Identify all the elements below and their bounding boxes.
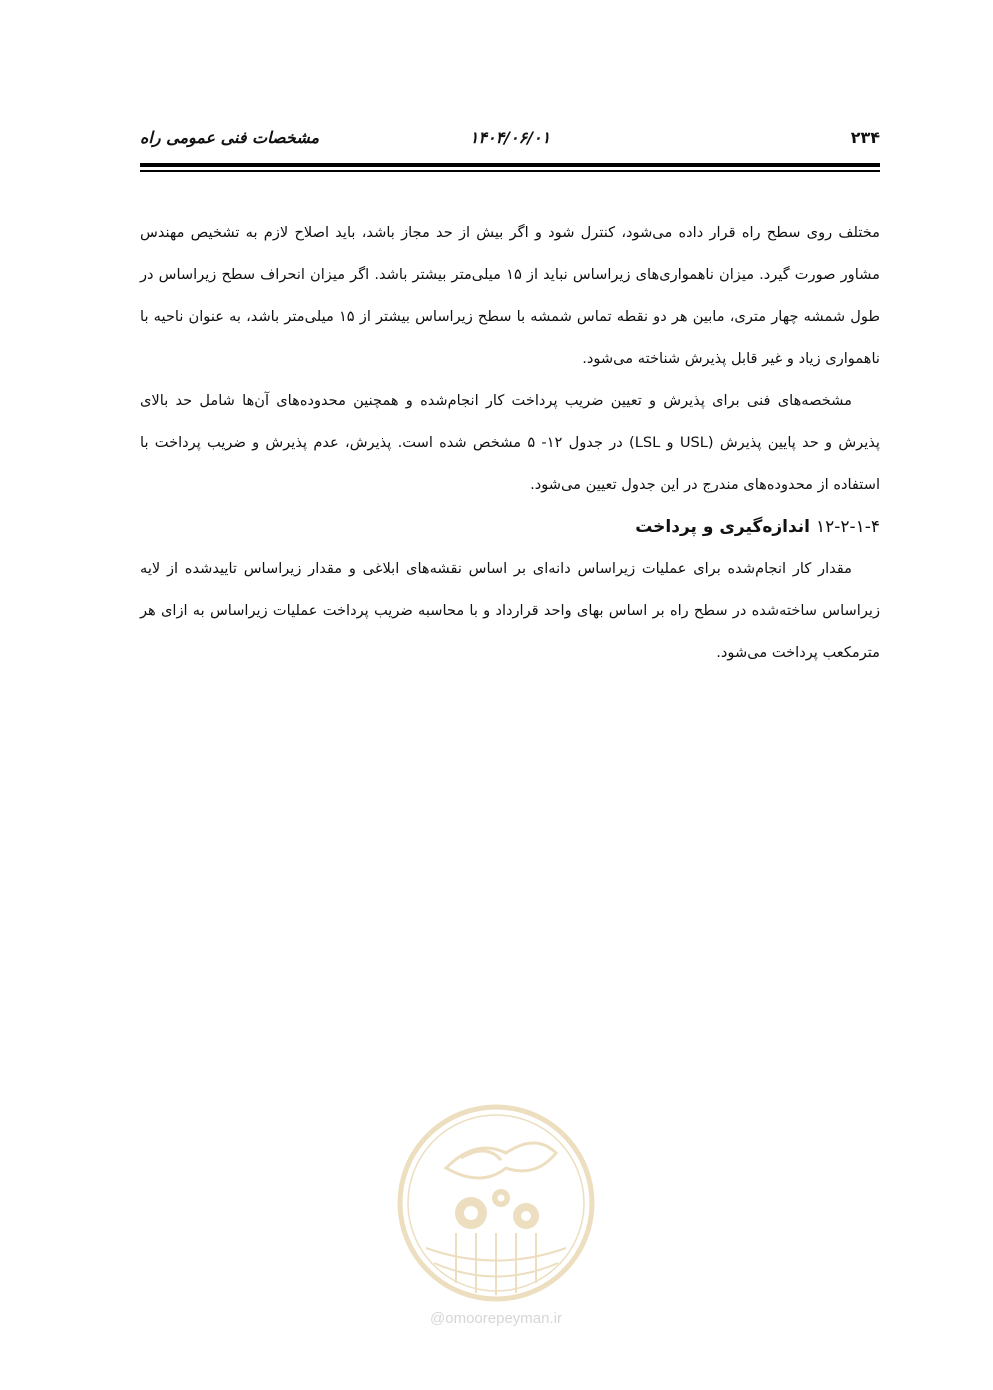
header-rule-thick <box>140 163 880 167</box>
page-body <box>140 212 880 674</box>
header-title: مشخصات فنی عمومی راه <box>140 128 320 147</box>
paragraph-continuation: مختلف روی سطح راه قرار داده می‌شود، کنترل شود و اگر بیش از حد مجاز باشد، باید اصلاح لازم به تشخیص مهندس مشاور صورت گیرد. میزان ناهمواری‌های زیراساس نباید از ۱۵ میلی‌متر بیشتر باشد. اگر میزان انحراف سطح زیراساس در طول شمشه چهار متری، مابین هر دو نقطه تماس شمشه با سطح زیراساس بیشتر از ۱۵ میلی‌متر باشد، به عنوان ناحیه با ناهمواری زیاد و غیر قابل پذیرش شناخته می‌شود. <box>140 224 880 367</box>
paragraph-acceptance-specs: مشخصه‌های فنی برای پذیرش و تعیین ضریب پرداخت کار انجام‌شده و همچنین محدوده‌های آن‌ها شامل حد بالای پذیرش و حد پایین پذیرش (USL و LSL) در جدول ۱۲- ۵ مشخص شده است. پذیرش، عدم پذیرش و ضریب پرداخت با استفاده از محدوده‌های مندرج در این جدول تعیین می‌شود. <box>140 392 880 493</box>
watermark-url: @omoorepeyman.ir <box>430 1310 562 1327</box>
section-number: ۱۲-۲-۱-۴ <box>815 517 880 537</box>
page-number: ۲۳۴ <box>850 128 880 147</box>
watermark-seal-icon <box>386 1098 606 1308</box>
section-heading <box>140 506 880 548</box>
watermark <box>386 1098 606 1338</box>
section-title: اندازه‌گیری و پرداخت <box>635 517 811 537</box>
header-rule-thin <box>140 170 880 172</box>
paragraph-measurement-payment: مقدار کار انجام‌شده برای عملیات زیراساس دانه‌ای بر اساس نقشه‌های ابلاغی و مقدار زیراساس تاییدشده از لایه زیراساس ساخته‌شده در سطح راه بر اساس بهای واحد قرارداد و با محاسبه ضریب پرداخت عملیات زیراساس به ازای هر مترمکعب پرداخت می‌شود. <box>140 560 880 661</box>
page-header <box>140 128 880 158</box>
header-date: ۱۴۰۴/۰۶/۰۱ <box>469 128 551 147</box>
